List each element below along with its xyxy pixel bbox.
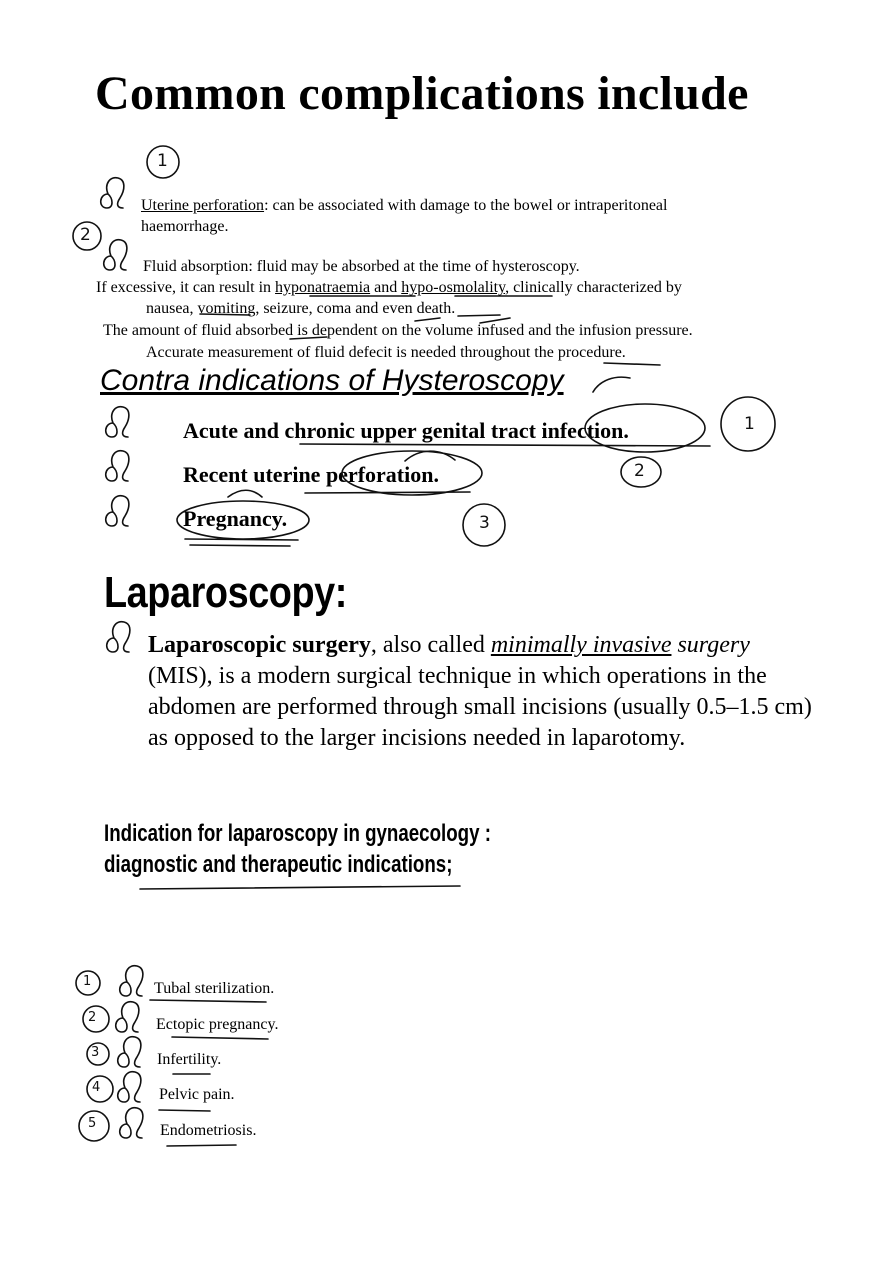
hypo-osmolality-term: hypo-osmolality	[401, 279, 506, 296]
leo-bullet-icon	[118, 1037, 141, 1067]
fluid-absorption-line5: Accurate measurement of fluid defecit is needed throughout the procedure.	[146, 344, 626, 361]
leo-bullet-icon	[104, 240, 127, 270]
laparoscopy-text-rest: (MIS), is a modern surgical technique in which operations in the abdomen are performed through small incisions (usually 0.5–1.5 cm) as opposed to the larger incisions needed in laparotomy.	[148, 663, 812, 751]
indication-item-1: Tubal sterilization.	[154, 980, 275, 997]
contra-indications-heading: Contra indications of Hysteroscopy	[100, 364, 564, 397]
handwritten-number: 1	[744, 414, 755, 434]
minimally-invasive-term: minimally invasive	[490, 632, 672, 658]
fluid-absorption-line2-b: and	[370, 279, 402, 296]
uterine-perforation-term: Uterine perforation	[141, 197, 265, 214]
fluid-absorption-line2-c: , clinically characterized by	[505, 279, 682, 296]
leo-bullet-icon	[106, 496, 129, 526]
laparoscopy-text-2: surgery	[671, 632, 750, 658]
leo-bullet-icon	[118, 1072, 141, 1102]
leo-bullet-icon	[120, 966, 143, 996]
handwritten-number: 4	[92, 1080, 101, 1095]
indication-item-4: Pelvic pain.	[159, 1086, 235, 1103]
hyponatraemia-term: hyponatraemia	[275, 279, 371, 296]
indications-heading-line2: diagnostic and therapeutic indications;	[104, 851, 453, 878]
leo-bullet-icon	[116, 1002, 139, 1032]
indication-item-3: Infertility.	[157, 1051, 222, 1068]
complication-uterine-perforation	[141, 195, 667, 216]
handwritten-number: 1	[83, 974, 92, 989]
contra-item-3: Pregnancy.	[183, 506, 288, 531]
uterine-perforation-text: : can be associated with damage to the bowel or intraperitoneal	[264, 197, 668, 214]
contra-item-2: Recent uterine perforation.	[183, 462, 439, 487]
complication-fluid-absorption	[143, 256, 580, 277]
leo-bullet-icon	[106, 407, 129, 437]
laparoscopy-paragraph	[148, 630, 828, 754]
contra-item-1: Acute and chronic upper genital tract infection.	[183, 418, 629, 443]
indications-heading-line1: Indication for laparoscopy in gynaecology :	[104, 820, 491, 847]
laparoscopy-text-1: , also called	[370, 632, 491, 658]
fluid-absorption-line3: nausea, vomiting, seizure, coma and even death.	[146, 300, 456, 317]
handwritten-number: 3	[479, 513, 490, 533]
fluid-absorption-term: Fluid absorption	[143, 258, 249, 275]
leo-bullet-icon	[107, 622, 130, 652]
fluid-absorption-line4: The amount of fluid absorbed is dependent on the volume infused and the infusion pressure.	[103, 322, 693, 339]
indications-heading	[104, 818, 491, 880]
indication-item-2: Ectopic pregnancy.	[156, 1016, 279, 1033]
laparoscopy-heading: Laparoscopy:	[104, 568, 347, 617]
indication-item-5: Endometriosis.	[160, 1122, 257, 1139]
leo-bullet-icon	[120, 1108, 143, 1138]
handwritten-number: 2	[88, 1010, 97, 1025]
fluid-absorption-line2	[96, 277, 682, 298]
fluid-absorption-line2-a: If excessive, it can result in	[96, 279, 276, 296]
fluid-absorption-text: : fluid may be absorbed at the time of hysteroscopy.	[248, 258, 580, 275]
handwritten-number: 3	[91, 1045, 100, 1060]
leo-bullet-icon	[101, 178, 124, 208]
page-title: Common complications include	[95, 67, 749, 120]
leo-bullet-icon	[106, 451, 129, 481]
handwritten-number: 2	[80, 225, 91, 245]
handwritten-number: 1	[157, 151, 168, 171]
handwritten-number: 2	[634, 461, 645, 481]
uterine-perforation-text-cont: haemorrhage.	[141, 218, 229, 235]
handwritten-number: 5	[88, 1116, 97, 1131]
laparoscopic-surgery-term: Laparoscopic surgery	[148, 632, 371, 658]
